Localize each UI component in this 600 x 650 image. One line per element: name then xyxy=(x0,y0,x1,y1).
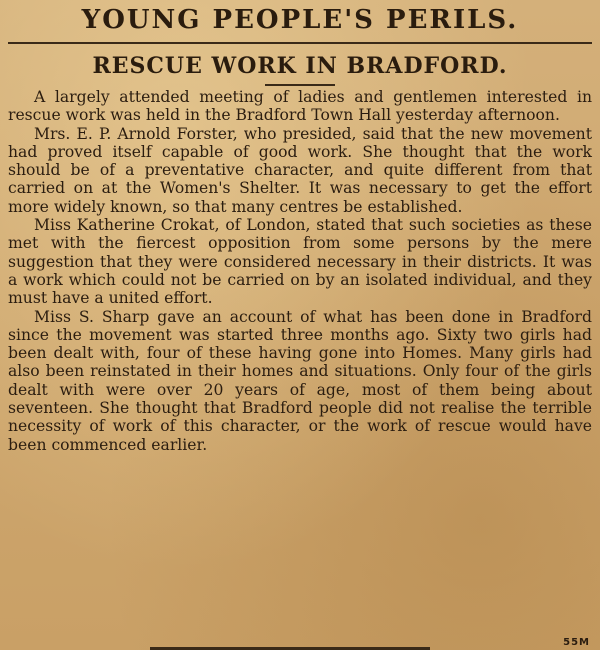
headline: YOUNG PEOPLE'S PERILS. xyxy=(81,5,519,35)
paragraph: Miss S. Sharp gave an account of what has been done in Bradford since the movement was started three months ago. Sixty two girls had been dealt with, four of these having gone into Homes. Many girls had also been reinstated in their homes and situations. Only four of the girls dealt with were over 20 years of age, most of them being about seventeen. She thought that Bradford people did not realise the terrible necessity of work of this character, or the work of rescue would have been commenced earlier. xyxy=(8,307,592,454)
paragraph: Mrs. E. P. Arnold Forster, who presided, said that the new movement had proved itself capable of good work. She thought that the work should be of a preventative character, and quite different from that carried on at the Women's Shelter. It was necessary to get the effort more widely known, so that many centres be established. xyxy=(8,124,592,216)
subheadline-rule xyxy=(265,84,335,86)
stamp-mark: 55M xyxy=(563,637,590,648)
article-body xyxy=(8,88,592,454)
subheadline: RESCUE WORK IN BRADFORD. xyxy=(92,53,508,79)
headline-rule xyxy=(8,42,592,44)
paragraph: Miss Katherine Crokat, of London, stated that such societies as these met with the fiercest opposition from some persons by the mere suggestion that they were considered necessary in their districts. It was a work which could not be carried on by an isolated individual, and they must have a united effort. xyxy=(8,216,592,308)
paragraph: A largely attended meeting of ladies and gentlemen interested in rescue work was held in the Bradford Town Hall yesterday afternoon. xyxy=(8,88,592,125)
